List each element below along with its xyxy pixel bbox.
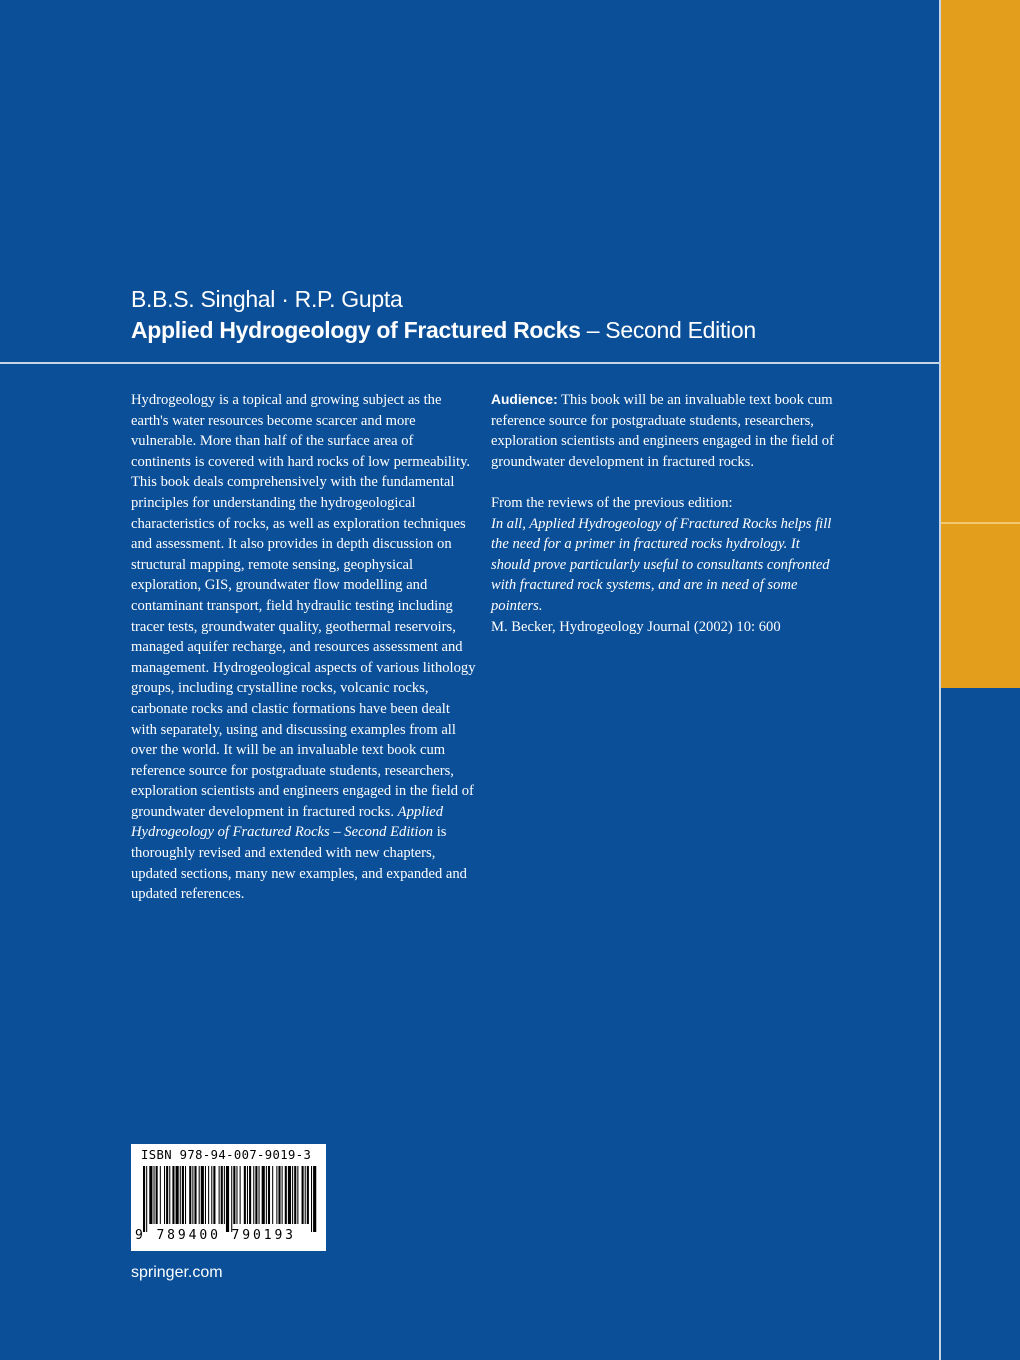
barcode-bar <box>205 1166 206 1224</box>
title-rule <box>0 362 940 364</box>
barcode <box>131 1144 326 1251</box>
barcode-bar <box>285 1166 287 1224</box>
description-ending: is thoroughly revised and extended with new chapters, updated sections, many new examples, and expanded and updated references. <box>131 824 467 903</box>
barcode-bar <box>154 1166 155 1224</box>
side-stripe-line <box>940 522 1020 524</box>
barcode-bar <box>233 1166 235 1224</box>
barcode-bar <box>262 1166 265 1224</box>
reviews-intro: From the reviews of the previous edition: <box>491 494 733 511</box>
barcode-bar <box>288 1166 291 1224</box>
barcode-bar <box>189 1166 191 1224</box>
barcode-bar <box>169 1166 170 1224</box>
barcode-bar <box>292 1166 293 1224</box>
title-edition: – Second Edition <box>580 317 756 343</box>
barcode-bar <box>149 1166 152 1224</box>
barcode-bar <box>307 1166 309 1224</box>
review-quote: In all, Applied Hydrogeology of Fractured Rocks helps fill the need for a primer in fractured rocks hydrology. It should prove particularly useful to consultants confronted with fractured rock systems, and are in need of some pointers. <box>491 515 832 614</box>
barcode-bar <box>255 1166 257 1224</box>
barcode-bar <box>236 1166 237 1224</box>
barcode-bar <box>253 1166 254 1224</box>
review-attribution: M. Becker, Hydrogeology Journal (2002) 10: 600 <box>491 618 781 635</box>
barcode-bar <box>226 1166 229 1232</box>
barcode-bars <box>141 1166 317 1232</box>
vertical-divider <box>939 0 941 1360</box>
barcode-bar <box>276 1166 277 1224</box>
barcode-bar <box>240 1166 241 1224</box>
barcode-bar <box>199 1166 200 1224</box>
barcode-bar <box>201 1166 204 1224</box>
barcode-bar <box>211 1166 212 1224</box>
barcode-bar <box>278 1166 280 1224</box>
audience-column <box>491 390 836 637</box>
barcode-bar <box>208 1166 209 1224</box>
barcode-bar <box>185 1166 186 1224</box>
authors: B.B.S. Singhal · R.P. Gupta <box>131 286 403 312</box>
audience-text: This book will be an invaluable text book cum reference source for postgraduate students, researchers, exploration scientists and engineers engaged in the field of groundwater development in fractured rocks. <box>491 392 834 470</box>
barcode-bar <box>272 1166 273 1224</box>
book-title <box>131 317 756 344</box>
title-main: Applied Hydrogeology of Fractured Rocks <box>131 317 581 343</box>
barcode-bar <box>305 1166 306 1224</box>
publisher-website: springer.com <box>131 1264 223 1281</box>
description-italic-title: Applied Hydrogeology of Fractured Rocks – Second Edition <box>131 803 444 841</box>
barcode-bar <box>160 1166 161 1224</box>
barcode-bar <box>180 1166 181 1224</box>
barcode-bar <box>182 1166 184 1224</box>
audience-paragraph <box>491 390 836 472</box>
barcode-bar <box>268 1166 270 1224</box>
barcode-bar <box>294 1166 296 1224</box>
audience-label: Audience: <box>491 392 558 407</box>
barcode-bar <box>311 1166 312 1232</box>
barcode-bar <box>156 1166 158 1224</box>
barcode-bar <box>221 1166 223 1224</box>
description-column <box>131 390 476 905</box>
description-body: Hydrogeology is a topical and growing subject as the earth's water resources become scarcer and more vulnerable. More than half of the surface area of continents is covered with hard rocks of low permeability. This book deals comprehensively with the fundamental principles for understanding the hydrogeological characteristics of rocks, as well as exploration techniques and assessment. It also provides in depth discussion on structural mapping, remote sensing, geophysical exploration, GIS, groundwater flow modelling and contaminant transport, field hydraulic testing including tracer tests, groundwater quality, geothermal reservoirs, managed aquifer recharge, and resources assessment and management. Hydrogeological aspects of various lithology groups, including crystalline rocks, volcanic rocks, carbonate rocks and clastic formations have been dealt with separately, using and discussing examples from all over the world. It will be an invaluable text book cum reference source for postgraduate students, researchers, exploration scientists and engineers engaged in the field of groundwater development in fractured rocks. <box>131 392 476 820</box>
barcode-bar <box>266 1166 267 1224</box>
barcode-bar <box>194 1166 196 1224</box>
barcode-bar <box>164 1166 165 1224</box>
description-paragraph <box>131 390 476 905</box>
barcode-bar <box>219 1166 220 1224</box>
barcode-bar <box>259 1166 260 1224</box>
barcode-bar <box>302 1166 304 1224</box>
barcode-bar <box>244 1166 246 1224</box>
isbn-label: ISBN 978-94-007-9019-3 <box>141 1148 312 1162</box>
barcode-bar <box>249 1166 251 1224</box>
barcode-bar <box>297 1166 298 1224</box>
barcode-bar <box>176 1166 179 1224</box>
barcode-bar <box>146 1166 147 1232</box>
barcode-bar <box>213 1166 215 1224</box>
barcode-bar <box>313 1166 316 1232</box>
barcode-bar <box>247 1166 248 1224</box>
barcode-bar <box>224 1166 225 1224</box>
barcode-bar <box>282 1166 283 1224</box>
side-stripe-gold <box>940 0 1020 688</box>
barcode-bar <box>231 1166 232 1232</box>
barcode-bar <box>166 1166 168 1224</box>
barcode-bar <box>192 1166 193 1224</box>
barcode-bar <box>172 1166 174 1224</box>
barcode-bar <box>143 1166 145 1232</box>
barcode-digits: 9 789400 790193 <box>135 1228 296 1243</box>
